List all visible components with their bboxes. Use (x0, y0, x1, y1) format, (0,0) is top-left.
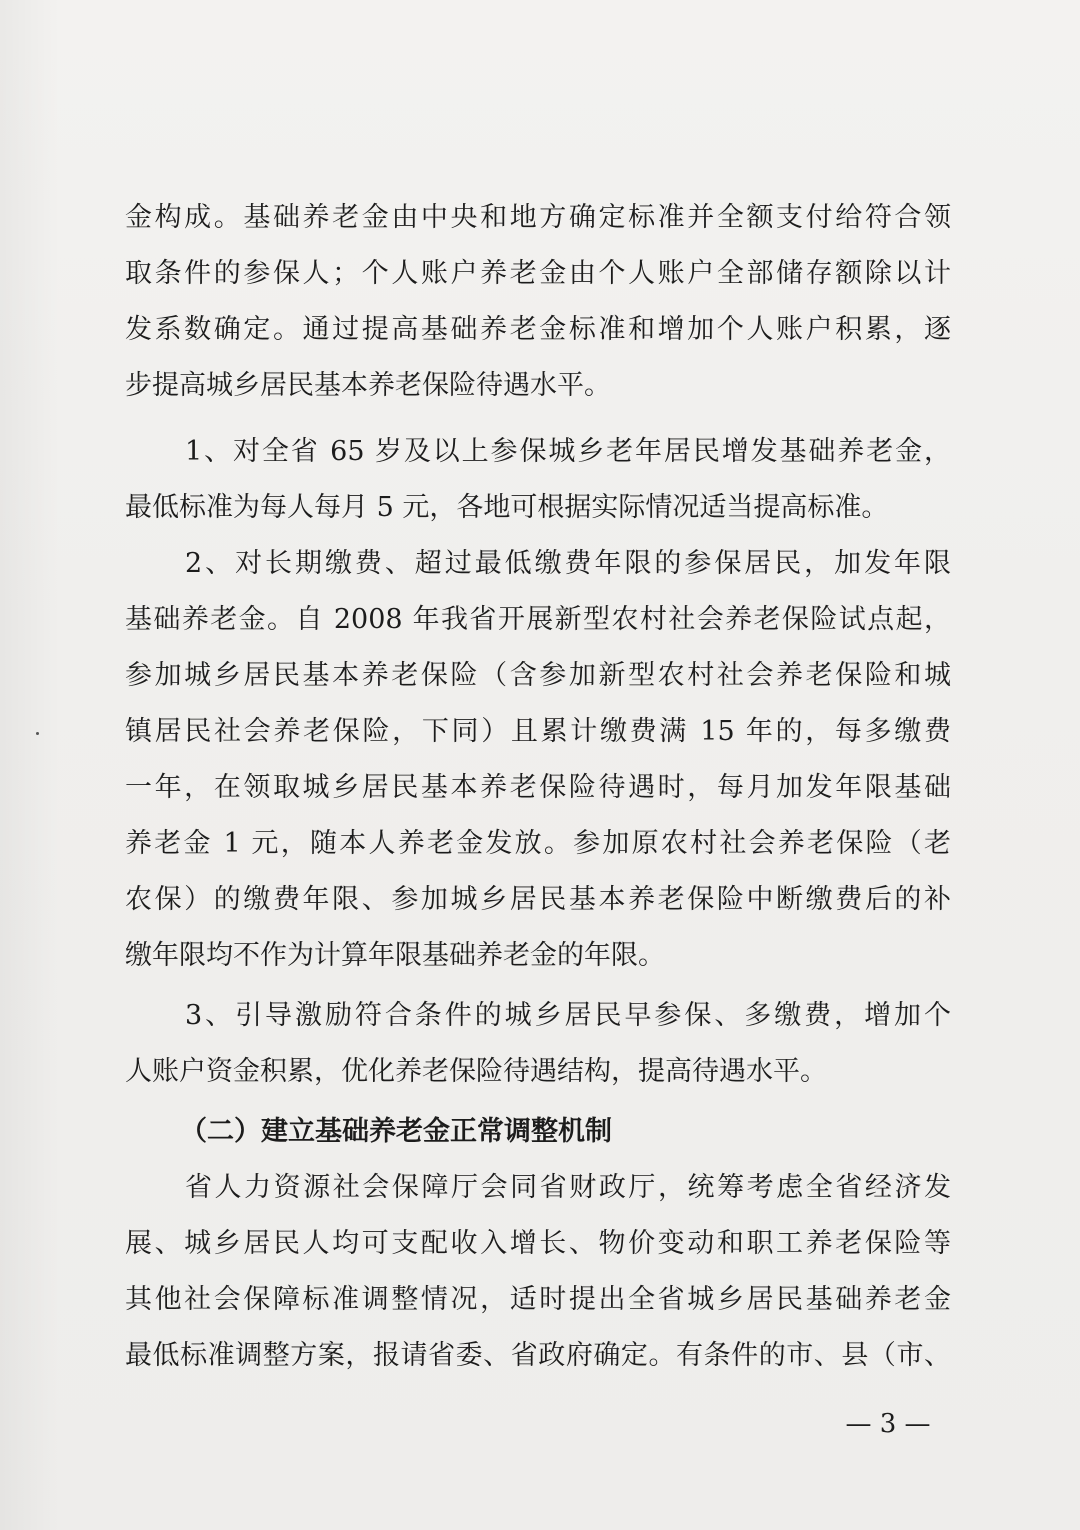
text-line: 参加城乡居民基本养老保险（含参加新型农村社会养老保险和城 (125, 660, 951, 691)
text-line: 展、城乡居民人均可支配收入增长、物价变动和职工养老保险等 (125, 1228, 951, 1259)
section-heading: （二）建立基础养老金正常调整机制 (180, 1116, 612, 1147)
text-line: 一年，在领取城乡居民基本养老保险待遇时，每月加发年限基础 (125, 772, 951, 803)
text-line: 取条件的参保人；个人账户养老金由个人账户全部储存额除以计 (125, 258, 951, 289)
page-number: — 3 — (845, 1409, 931, 1439)
text-line: 1、对全省 65 岁及以上参保城乡老年居民增发基础养老金， (185, 436, 951, 467)
text-line: 发系数确定。通过提高基础养老金标准和增加个人账户积累，逐 (125, 314, 951, 345)
text-line: 基础养老金。自 2008 年我省开展新型农村社会养老保险试点起， (125, 604, 951, 635)
text-line: 3、引导激励符合条件的城乡居民早参保、多缴费，增加个 (185, 1000, 951, 1031)
text-line: 金构成。基础养老金由中央和地方确定标准并全额支付给符合领 (125, 202, 951, 233)
text-line: 其他社会保障标准调整情况，适时提出全省城乡居民基础养老金 (125, 1284, 951, 1315)
text-line: 最低标准调整方案，报请省委、省政府确定。有条件的市、县（市、 (125, 1340, 951, 1371)
text-line: 农保）的缴费年限、参加城乡居民基本养老保险中断缴费后的补 (125, 884, 951, 915)
page-shadow (0, 0, 60, 1530)
scan-speck (36, 732, 39, 735)
text-line: 步提高城乡居民基本养老保险待遇水平。 (125, 370, 611, 401)
text-line: 养老金 1 元，随本人养老金发放。参加原农村社会养老保险（老 (125, 828, 951, 859)
text-line: 2、对长期缴费、超过最低缴费年限的参保居民，加发年限 (185, 548, 951, 579)
text-line: 人账户资金积累，优化养老保险待遇结构，提高待遇水平。 (125, 1056, 827, 1087)
text-line: 最低标准为每人每月 5 元，各地可根据实际情况适当提高标准。 (125, 492, 889, 523)
text-line: 缴年限均不作为计算年限基础养老金的年限。 (125, 940, 665, 971)
text-line: 省人力资源社会保障厅会同省财政厅，统筹考虑全省经济发 (185, 1172, 951, 1203)
text-line: 镇居民社会养老保险，下同）且累计缴费满 15 年的，每多缴费 (125, 716, 951, 747)
